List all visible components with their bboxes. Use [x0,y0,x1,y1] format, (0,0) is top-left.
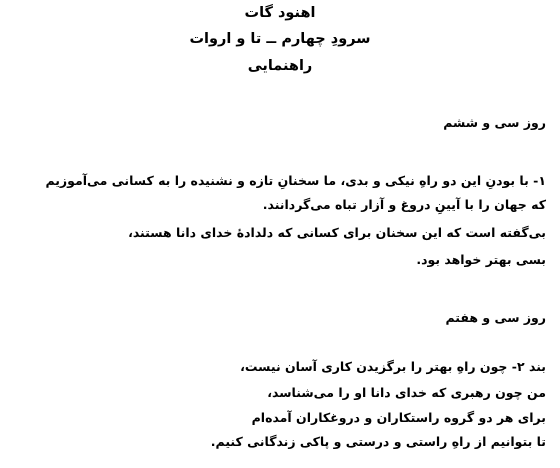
paragraph-line: بند ۲- چون راهِ بهتر را برگزیدن کاری آسان نیست، [240,359,546,374]
paragraph-line: برای هر دو گروه راستکاران و دروغکاران آمده‌ام [251,410,546,425]
paragraph-line: تا بتوانیم از راهِ راستی و درستی و پاکی زندگانی کنیم. [210,434,546,449]
paragraph-line: من چون رهبری که خدای دانا او را می‌شناسد، [267,385,546,400]
section-heading: روز سی و ششم [443,115,546,130]
paragraph-line: بی‌گفته است که این سخنان برای کسانی که دلدادهٔ خدای دانا هستند، [128,225,546,240]
header-title-line-2: سرودِ چهارم ــ تا و اروات [189,31,371,47]
paragraph-line: که جهان را با آیینِ دروغ و آزار تباه می‌گردانند. [262,197,546,212]
header-title-line-1: اهنود گات [244,5,316,21]
paragraph-line: بسی بهتر خواهد بود. [416,252,546,267]
header-title-line-3: راهنمایی [247,58,313,74]
section-heading: روز سی و هفتم [445,310,546,325]
paragraph-line: ۱- با بودنِ این دو راهِ نیکی و بدی، ما سخنانِ تازه و نشنیده را به کسانی می‌آموزیم [45,173,546,188]
